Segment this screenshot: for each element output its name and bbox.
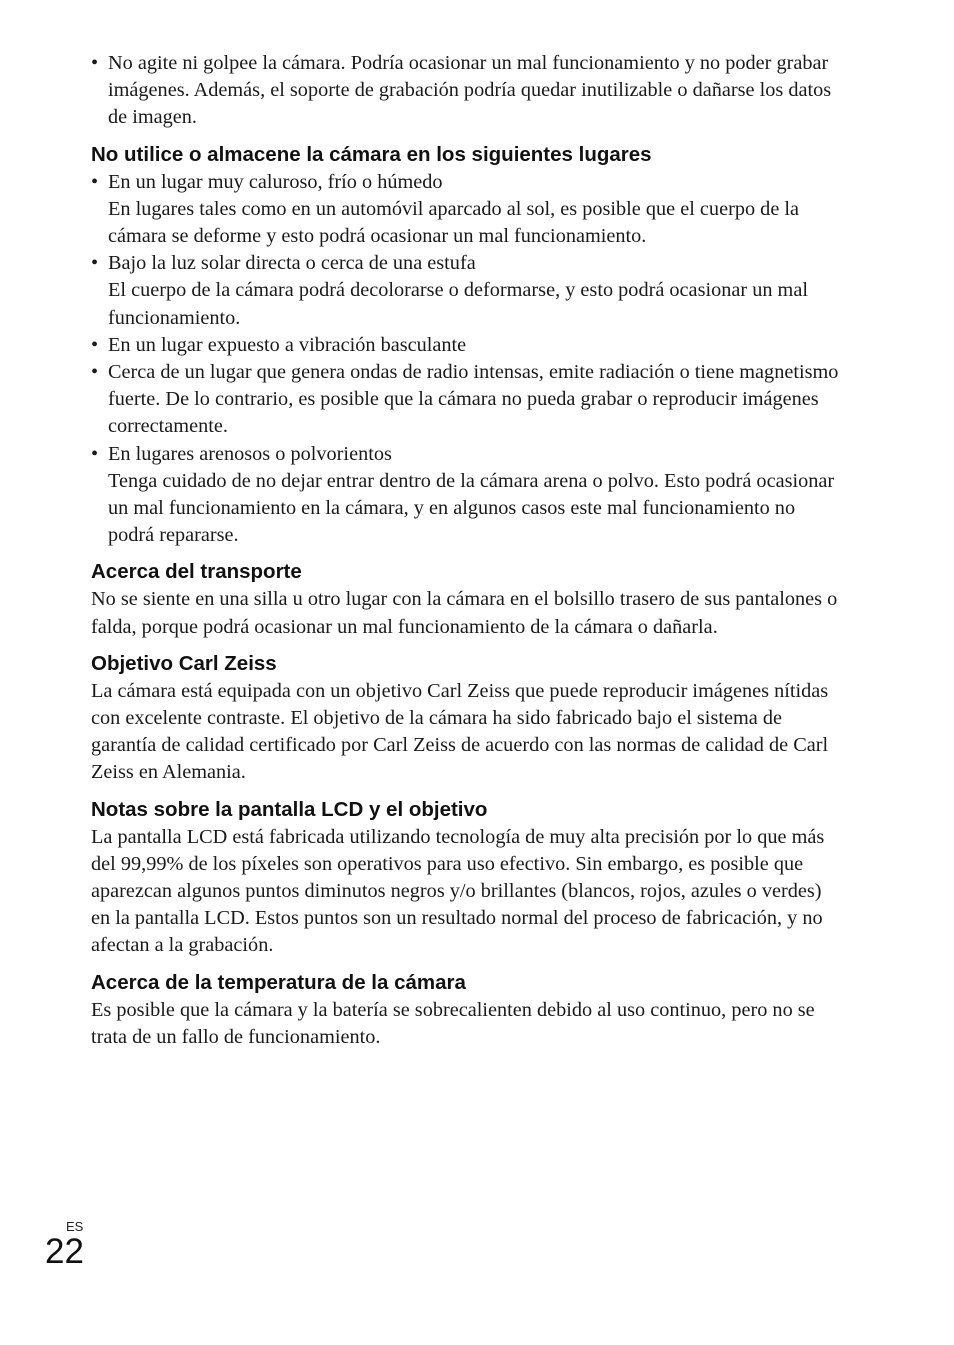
bullet-item: • No agite ni golpee la cámara. Podría ocasionar un mal funcionamiento y no poder grabar imágenes. Además, el soporte de grabación podría quedar inutilizable o dañarse los datos de imagen. [91, 50, 843, 132]
section-heading-transporte: Acerca del transporte [91, 560, 302, 584]
bullet-item [91, 359, 843, 441]
bullet-title: • En un lugar muy caluroso, frío o húmedo [108, 170, 443, 193]
section-text-objetivo: La cámara está equipada con un objetivo Carl Zeiss que puede reproducir imágenes nítidas con excelente contraste. El objetivo de la cámara ha sido fabricado bajo el sistema de garantía de calidad certificado por Carl Zeiss de acuerdo con las normas de calidad de Carl Zeiss en Alemania. [91, 679, 829, 784]
section-text-temperatura: Es posible que la cámara y la batería se sobrecalienten debido al uso continuo, pero no se trata de un fallo de funcionamiento. [91, 998, 815, 1048]
bullet-item [91, 332, 843, 359]
bullet-title: • En lugares arenosos o polvorientos [108, 442, 392, 465]
bullet-body: El cuerpo de la cámara podrá decolorarse o deformarse, y esto podrá ocasionar un mal funcionamiento. [108, 279, 808, 329]
bullet-item [91, 441, 843, 550]
section-heading-lugares: No utilice o almacene la cámara en los siguientes lugares [91, 142, 652, 166]
bullet-body: Tenga cuidado de no dejar entrar dentro de la cámara arena o polvo. Esto podrá ocasionar un mal funcionamiento en la cámara, y en algunos casos este mal funcionamiento no podrá repararse. [108, 469, 835, 547]
page-content [91, 50, 843, 1051]
section-heading-objetivo: Objetivo Carl Zeiss [91, 651, 277, 675]
bullet-list [91, 169, 843, 550]
bullet-title: • Bajo la luz solar directa o cerca de una estufa [108, 252, 476, 275]
bullet-body: En lugares tales como en un automóvil aparcado al sol, es posible que el cuerpo de la cámara se deforme y esto podrá ocasionar un mal funcionamiento. [108, 197, 800, 248]
section-heading-lcd: Notas sobre la pantalla LCD y el objetivo [91, 797, 488, 821]
page-number: 22 [45, 1232, 84, 1271]
bullet-item [91, 250, 843, 332]
section-heading-temperatura: Acerca de la temperatura de la cámara [91, 970, 466, 994]
bullet-title: • En un lugar expuesto a vibración basculante [108, 333, 467, 356]
bullet-item [91, 169, 843, 251]
bullet-title: • Cerca de un lugar que genera ondas de radio intensas, emite radiación o tiene magnetismo fuerte. De lo contrario, es posible que la cámara no pueda grabar o reproducir imágenes correctamente. [108, 361, 839, 438]
language-label: ES [66, 1219, 84, 1234]
section-text-lcd: La pantalla LCD está fabricada utilizando tecnología de muy alta precisión por lo que más del 99,99% de los píxeles son operativos para uso efectivo. Sin embargo, es posible que aparezcan algunos puntos diminutos negros y/o brillantes (blancos, rojos, azules o verdes) en la pantalla LCD. Estos puntos son un resultado normal del proceso de fabricación, y no afectan a la grabación. [91, 825, 825, 957]
section-text-transporte: No se siente en una silla u otro lugar con la cámara en el bolsillo trasero de sus pantalones o falda, porque podrá ocasionar un mal funcionamiento de la cámara o dañarla. [91, 588, 838, 638]
